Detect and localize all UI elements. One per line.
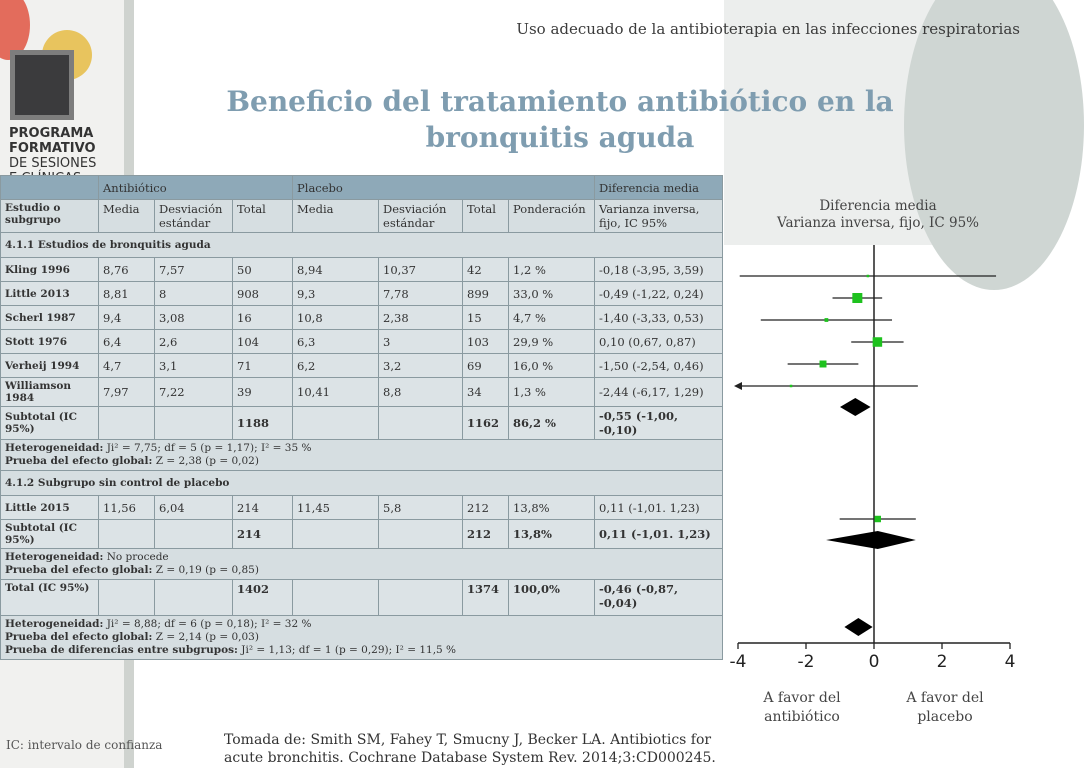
empty-cell	[379, 407, 463, 440]
mean-difference: 0,11 (-1,01. 1,23)	[595, 496, 723, 520]
col-header-total: Total	[463, 200, 509, 233]
subtotal-label: Subtotal (IC 95%)	[1, 520, 99, 549]
table-row	[1, 306, 723, 330]
mean-difference: -2,44 (-6,17, 1,29)	[595, 378, 723, 407]
subgroup-diff-value: Ji² = 1,13; df = 1 (p = 0,29); I² = 11,5 %	[241, 644, 457, 656]
placebo-mean: 8,94	[293, 258, 379, 282]
mean-difference: -1,40 (-3,33, 0,53)	[595, 306, 723, 330]
antibiotic-mean: 6,4	[99, 330, 155, 354]
het-value: Ji² = 7,75; df = 5 (p = 1,17); I² = 35 %	[106, 442, 312, 454]
antibiotic-mean: 11,56	[99, 496, 155, 520]
placebo-total: 1162	[463, 407, 509, 440]
placebo-sd: 2,38	[379, 306, 463, 330]
empty-cell	[155, 407, 233, 440]
antibiotic-total: 104	[233, 330, 293, 354]
effect-label: Prueba del efecto global:	[5, 455, 153, 467]
het-label: Heterogeneidad:	[5, 618, 104, 630]
placebo-mean: 9,3	[293, 282, 379, 306]
col-header-study: Estudio o subgrupo	[1, 200, 99, 233]
empty-cell	[379, 580, 463, 616]
subgroup-diff-label: Prueba de diferencias entre subgrupos:	[5, 644, 238, 656]
study-name: Verheij 1994	[1, 354, 99, 378]
empty-cell	[155, 520, 233, 549]
empty-cell	[99, 520, 155, 549]
slide-header: Uso adecuado de la antibioterapia en las infecciones respiratorias	[516, 20, 1020, 38]
group-header-antibiotic: Antibiótico	[99, 176, 293, 200]
mean-difference: 0,10 (0,67, 0,87)	[595, 330, 723, 354]
empty-cell	[99, 407, 155, 440]
study-marker	[820, 361, 827, 368]
section-title: 4.1.2 Subgrupo sin control de placebo	[1, 471, 723, 496]
favors-placebo-line-2: placebo	[917, 709, 973, 725]
program-line-3: DE SESIONES	[9, 156, 97, 171]
mean-difference: -0,49 (-1,22, 0,24)	[595, 282, 723, 306]
study-name: Scherl 1987	[1, 306, 99, 330]
table-row	[1, 496, 723, 520]
subtotal-row-2	[1, 520, 723, 549]
heterogeneity-row-1	[1, 440, 723, 471]
study-name: Stott 1976	[1, 330, 99, 354]
placebo-total: 1374	[463, 580, 509, 616]
placebo-total: 15	[463, 306, 509, 330]
study-marker	[852, 293, 862, 303]
placebo-sd: 7,78	[379, 282, 463, 306]
antibiotic-mean: 8,76	[99, 258, 155, 282]
total-label: Total (IC 95%)	[1, 580, 99, 616]
antibiotic-total: 71	[233, 354, 293, 378]
mean-difference: -1,50 (-2,54, 0,46)	[595, 354, 723, 378]
section-title: 4.1.1 Estudios de bronquitis aguda	[1, 233, 723, 258]
het-value: Ji² = 8,88; df = 6 (p = 0,18); I² = 32 %	[106, 618, 312, 630]
study-marker	[825, 318, 829, 322]
placebo-mean: 6,2	[293, 354, 379, 378]
program-line-1: PROGRAMA	[9, 126, 94, 141]
placebo-total: 69	[463, 354, 509, 378]
subtotal-label: Subtotal (IC 95%)	[1, 407, 99, 440]
placebo-total: 899	[463, 282, 509, 306]
study-name: Little 2013	[1, 282, 99, 306]
forest-header-line-2: Varianza inversa, fijo, IC 95%	[776, 215, 980, 231]
antibiotic-total: 908	[233, 282, 293, 306]
logo-screen-icon	[10, 50, 74, 120]
favors-antibiotic-line-1: A favor del	[763, 690, 841, 706]
placebo-total: 103	[463, 330, 509, 354]
study-marker	[873, 337, 883, 347]
total-diamond	[844, 618, 872, 636]
col-header-mean: Media	[99, 200, 155, 233]
effect-label: Prueba del efecto global:	[5, 564, 153, 576]
het-label: Heterogeneidad:	[5, 551, 104, 563]
antibiotic-total: 16	[233, 306, 293, 330]
col-header-variance: Varianza inversa, fijo, IC 95%	[595, 200, 723, 233]
heterogeneity-text	[1, 549, 723, 580]
placebo-total: 212	[463, 496, 509, 520]
title-line-2: bronquitis aguda	[425, 121, 695, 154]
placebo-sd: 10,37	[379, 258, 463, 282]
weight: 4,7 %	[509, 306, 595, 330]
favors-antibiotic-label	[752, 689, 852, 727]
study-name: Williamson 1984	[1, 378, 99, 407]
title-line-1: Beneficio del tratamiento antibiótico en la	[226, 85, 894, 118]
antibiotic-total: 39	[233, 378, 293, 407]
table-row	[1, 258, 723, 282]
empty-cell	[99, 580, 155, 616]
empty-cell	[293, 520, 379, 549]
x-tick-label: 2	[936, 652, 948, 672]
weight: 29,9 %	[509, 330, 595, 354]
antibiotic-sd: 6,04	[155, 496, 233, 520]
group-header-row	[1, 176, 723, 200]
study-name: Kling 1996	[1, 258, 99, 282]
antibiotic-mean: 4,7	[99, 354, 155, 378]
study-name: Little 2015	[1, 496, 99, 520]
program-line-2: FORMATIVO	[9, 141, 96, 156]
antibiotic-sd: 2,6	[155, 330, 233, 354]
weight: 1,2 %	[509, 258, 595, 282]
placebo-mean: 10,8	[293, 306, 379, 330]
mean-difference: -0,46 (-0,87, -0,04)	[595, 580, 723, 616]
table-row	[1, 330, 723, 354]
x-tick-label: 0	[868, 652, 880, 672]
study-marker	[875, 516, 881, 522]
group-header-difference: Diferencia media	[595, 176, 723, 200]
heterogeneity-text	[1, 440, 723, 471]
section-row-1	[1, 233, 723, 258]
antibiotic-sd: 7,57	[155, 258, 233, 282]
weight: 13,8%	[509, 496, 595, 520]
weight: 1,3 %	[509, 378, 595, 407]
table-row	[1, 378, 723, 407]
col-header-total: Total	[233, 200, 293, 233]
weight: 16,0 %	[509, 354, 595, 378]
source-citation: Tomada de: Smith SM, Fahey T, Smucny J, Becker LA. Antibiotics for acute bronchitis. Cochrane Database System Rev. 2014;3:CD000245.	[224, 732, 716, 766]
placebo-mean: 11,45	[293, 496, 379, 520]
study-marker	[867, 275, 870, 278]
antibiotic-mean: 7,97	[99, 378, 155, 407]
col-header-sd: Desviación estándar	[155, 200, 233, 233]
antibiotic-mean: 8,81	[99, 282, 155, 306]
group-header-placebo: Placebo	[293, 176, 595, 200]
favors-placebo-line-1: A favor del	[906, 690, 984, 706]
het-value: No procede	[106, 551, 169, 563]
effect-value: Z = 0,19 (p = 0,85)	[155, 564, 259, 576]
mean-difference: -0,18 (-3,95, 3,59)	[595, 258, 723, 282]
subtotal-diamond-1	[840, 398, 871, 416]
subtotal-diamond-2	[826, 531, 916, 549]
favors-antibiotic-line-2: antibiótico	[764, 709, 840, 725]
forest-header-line-1: Diferencia media	[819, 198, 937, 214]
group-header-blank	[1, 176, 99, 200]
placebo-mean: 10,41	[293, 378, 379, 407]
placebo-sd: 3	[379, 330, 463, 354]
forest-plot-header	[760, 198, 996, 232]
antibiotic-total: 214	[233, 496, 293, 520]
ci-arrow	[734, 382, 742, 390]
col-header-mean: Media	[293, 200, 379, 233]
column-header-row	[1, 200, 723, 233]
effect-value: Z = 2,38 (p = 0,02)	[155, 455, 259, 467]
study-marker	[790, 385, 793, 388]
total-row	[1, 580, 723, 616]
mean-difference: 0,11 (-1,01. 1,23)	[595, 520, 723, 549]
x-tick-label: 4	[1004, 652, 1016, 672]
het-label: Heterogeneidad:	[5, 442, 104, 454]
antibiotic-sd: 8	[155, 282, 233, 306]
program-name	[9, 126, 124, 170]
heterogeneity-text	[1, 616, 723, 660]
empty-cell	[293, 407, 379, 440]
placebo-total: 34	[463, 378, 509, 407]
weight: 100,0%	[509, 580, 595, 616]
weight: 13,8%	[509, 520, 595, 549]
col-header-sd: Desviación estándar	[379, 200, 463, 233]
antibiotic-total: 50	[233, 258, 293, 282]
placebo-mean: 6,3	[293, 330, 379, 354]
antibiotic-sd: 3,08	[155, 306, 233, 330]
x-tick-label: -4	[729, 652, 747, 672]
placebo-sd: 5,8	[379, 496, 463, 520]
abbreviation-note: IC: intervalo de confianza	[6, 738, 163, 752]
table-row	[1, 282, 723, 306]
antibiotic-sd: 7,22	[155, 378, 233, 407]
effect-label: Prueba del efecto global:	[5, 631, 153, 643]
weight: 86,2 %	[509, 407, 595, 440]
antibiotic-total: 1402	[233, 580, 293, 616]
section-row-2	[1, 471, 723, 496]
meta-analysis-table	[0, 175, 723, 660]
slide-title	[180, 84, 940, 156]
weight: 33,0 %	[509, 282, 595, 306]
subtotal-row-1	[1, 407, 723, 440]
antibiotic-sd: 3,1	[155, 354, 233, 378]
favors-placebo-label	[895, 689, 995, 727]
placebo-sd: 3,2	[379, 354, 463, 378]
forest-plot	[728, 245, 1024, 695]
col-header-weight: Ponderación	[509, 200, 595, 233]
antibiotic-mean: 9,4	[99, 306, 155, 330]
mean-difference: -0,55 (-1,00, -0,10)	[595, 407, 723, 440]
table-row	[1, 354, 723, 378]
effect-value: Z = 2,14 (p = 0,03)	[155, 631, 259, 643]
empty-cell	[155, 580, 233, 616]
placebo-total: 42	[463, 258, 509, 282]
antibiotic-total: 1188	[233, 407, 293, 440]
x-tick-label: -2	[797, 652, 815, 672]
empty-cell	[379, 520, 463, 549]
placebo-sd: 8,8	[379, 378, 463, 407]
placebo-total: 212	[463, 520, 509, 549]
antibiotic-total: 214	[233, 520, 293, 549]
heterogeneity-row-3	[1, 616, 723, 660]
empty-cell	[293, 580, 379, 616]
heterogeneity-row-2	[1, 549, 723, 580]
